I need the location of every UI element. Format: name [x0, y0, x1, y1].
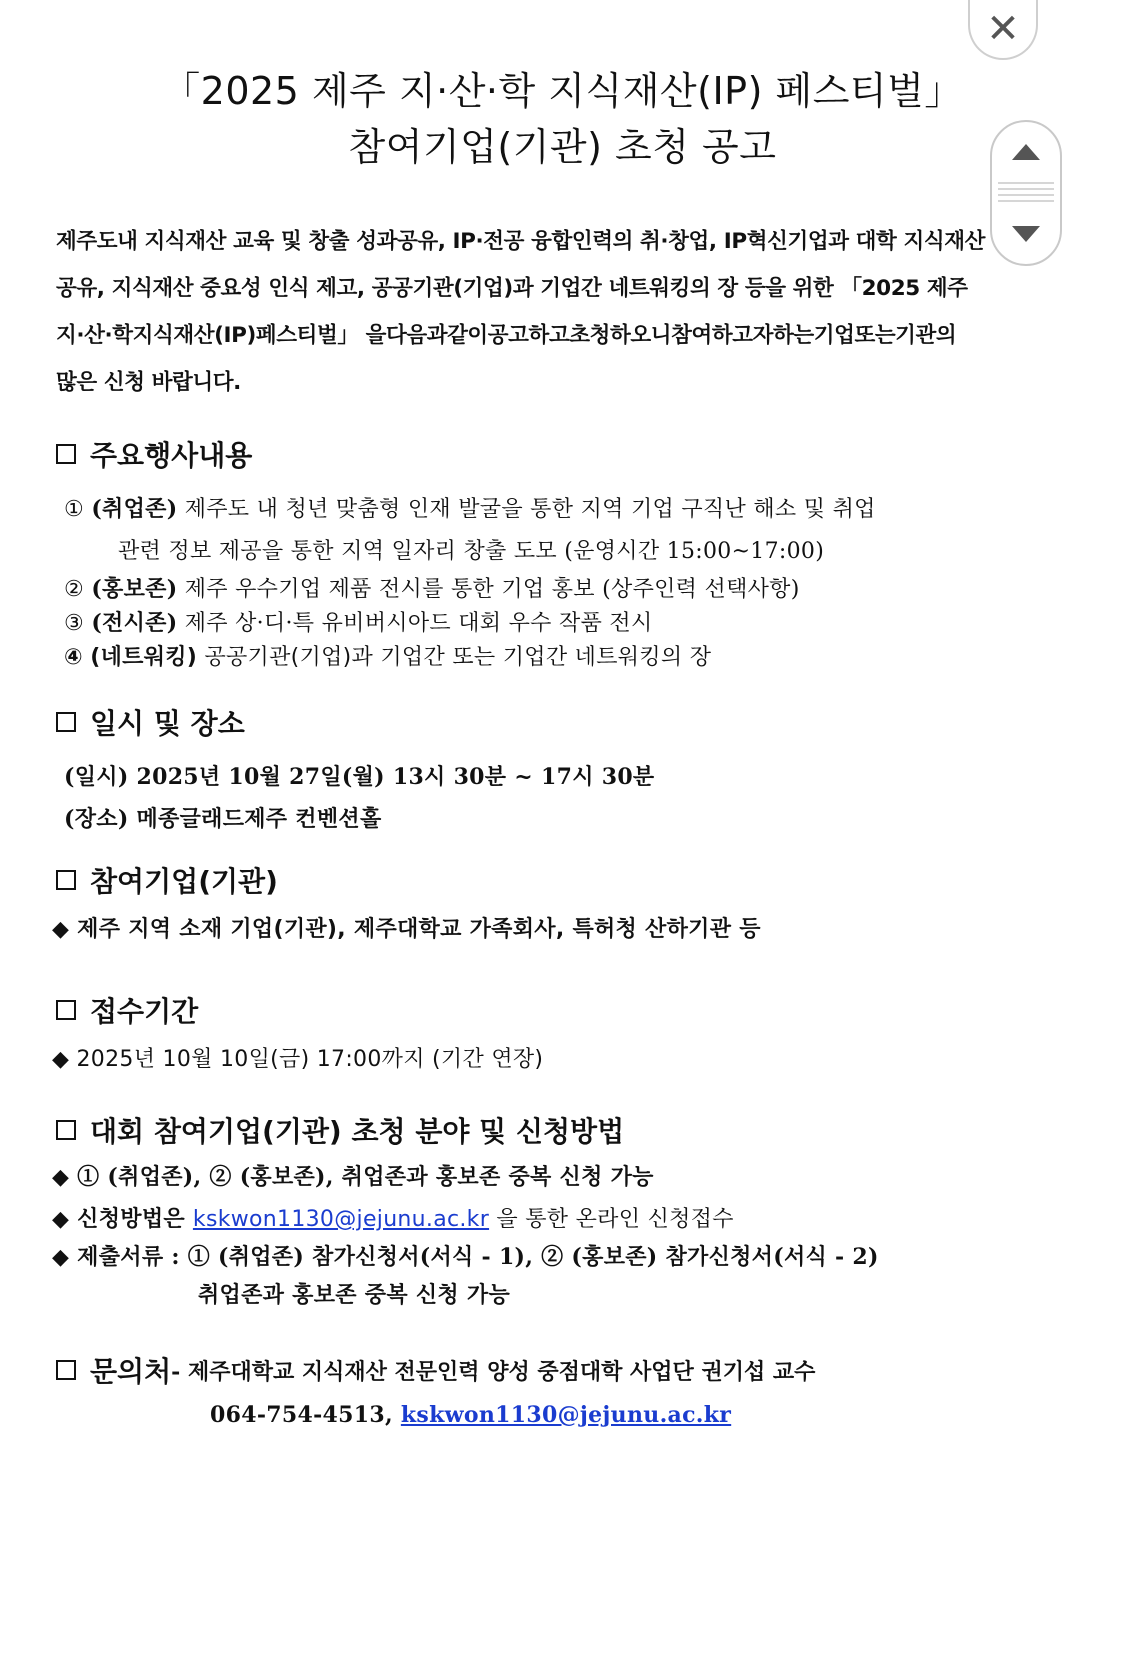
event-item-1-continuation: 관련 정보 제공을 통한 지역 일자리 창출 도모 (운영시간 15:00~17:00)	[118, 539, 825, 564]
contact-email-link[interactable]: kskwon1130@jejunu.ac.kr	[400, 1402, 732, 1428]
scroll-grip-line	[998, 188, 1054, 190]
event-item-4: ④ (네트워킹) 공공기관(기업)과 기업간 또는 기업간 네트워킹의 장	[64, 645, 712, 670]
apply-docs-continuation: 취업존과 홍보존 중복 신청 가능	[198, 1282, 511, 1308]
intro-line: 지·산·학지식재산(IP)페스티벌」 을다음과같이공고하고초청하오니참여하고자하는기업또는기관의	[56, 323, 957, 348]
intro-line: 많은 신청 바랍니다.	[56, 370, 241, 395]
arrow-down-icon[interactable]	[1012, 226, 1040, 242]
document-title-line1: 「2025 제주 지·산·학 지식재산(IP) 페스티벌」	[162, 69, 963, 113]
intro-paragraph	[56, 218, 1076, 406]
participants-text: ◆ 제주 지역 소재 기업(기관), 제주대학교 가족회사, 특허청 산하기관 등	[52, 917, 761, 942]
checkbox-square-icon	[56, 712, 76, 732]
section-heading-period: 접수기간	[56, 990, 198, 1030]
schedule-date: (일시) 2025년 10월 27일(월) 13시 30분 ~ 17시 30분	[64, 764, 655, 790]
section-heading-schedule: 일시 및 장소	[56, 702, 245, 742]
section-heading-participants: 참여기업(기관)	[56, 860, 278, 900]
schedule-place: (장소) 메종글래드제주 컨벤션홀	[64, 806, 382, 832]
page-scroll-control[interactable]	[990, 120, 1062, 266]
section-heading-contact: 문의처 - 제주대학교 지식재산 전문인력 양성 중점대학 사업단 권기섭 교수	[56, 1350, 815, 1390]
intro-line: 공유, 지식재산 중요성 인식 제고, 공공기관(기업)과 기업간 네트워킹의 장 등을 위한 「2025 제주	[56, 276, 968, 301]
apply-docs: ◆ 제출서류 : ① (취업존) 참가신청서(서식 - 1), ② (홍보존) 참가신청서(서식 - 2)	[52, 1244, 879, 1270]
apply-email-link[interactable]: kskwon1130@jejunu.ac.kr	[192, 1207, 490, 1232]
intro-line: 제주도내 지식재산 교육 및 창출 성과공유, IP·전공 융합인력의 취·창업, IP혁신기업과 대학 지식재산	[56, 229, 985, 254]
checkbox-square-icon	[56, 870, 76, 890]
scroll-grip-line	[998, 182, 1054, 184]
apply-method: ◆ 신청방법은 kskwon1130@jejunu.ac.kr 을 통한 온라인 신청접수	[52, 1207, 734, 1232]
section-heading-events: 주요행사내용	[56, 434, 252, 474]
checkbox-square-icon	[56, 1120, 76, 1140]
document-title-line2: 참여기업(기관) 초청 공고	[348, 125, 777, 169]
checkbox-square-icon	[56, 1000, 76, 1020]
event-item-1: ① (취업존) 제주도 내 청년 맞춤형 인재 발굴을 통한 지역 기업 구직난 해소 및 취업	[64, 496, 876, 522]
apply-fields: ◆ ① (취업존), ② (홍보존), 취업존과 홍보존 중복 신청 가능	[52, 1164, 654, 1190]
scroll-grip-line	[998, 194, 1054, 196]
checkbox-square-icon	[56, 444, 76, 464]
scroll-grip-line	[998, 200, 1054, 202]
close-icon: ✕	[986, 6, 1020, 52]
contact-details: 064-754-4513, kskwon1130@jejunu.ac.kr	[210, 1402, 732, 1428]
event-item-3: ③ (전시존) 제주 상·디·특 유비버시아드 대회 우수 작품 전시	[64, 610, 653, 636]
arrow-up-icon[interactable]	[1012, 144, 1040, 160]
checkbox-square-icon	[56, 1360, 76, 1380]
period-text: ◆ 2025년 10월 10일(금) 17:00까지 (기간 연장)	[52, 1047, 544, 1072]
event-item-2: ② (홍보존) 제주 우수기업 제품 전시를 통한 기업 홍보 (상주인력 선택사항)	[64, 576, 800, 602]
section-heading-apply: 대회 참여기업(기관) 초청 분야 및 신청방법	[56, 1110, 624, 1150]
